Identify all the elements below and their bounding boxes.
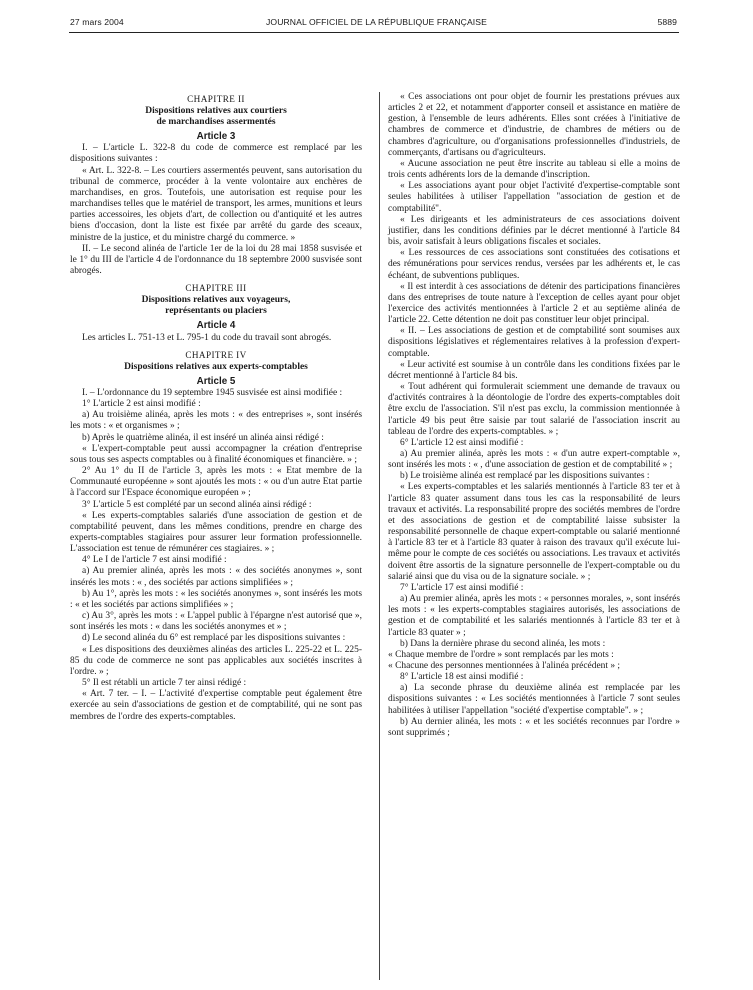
paragraph: « Aucune association ne peut être inscrite au tableau si elle a moins de trois cents adhérents lors de la demande d'inscription.: [388, 158, 680, 181]
paragraph: c) Au 3°, après les mots : « L'appel public à l'épargne n'est autorisé que », sont insérés les mots : « dans les sociétés anonymes et » ;: [70, 611, 362, 633]
paragraph: 1° L'article 2 est ainsi modifié :: [82, 399, 201, 410]
paragraph: 2° Au 1° du II de l'article 3, après les mots : « Etat membre de la Communauté européenne » sont ajoutés les mots : « ou d'un autre Etat partie à l'accord sur l'Espace économique européen » ;: [70, 466, 362, 499]
paragraph: I. – L'ordonnance du 19 septembre 1945 susvisée est ainsi modifiée :: [82, 387, 343, 398]
right-column: [388, 92, 680, 739]
paragraph: « Les experts-comptables salariés d'une association de gestion et de comptabilité peuvent, dans les mêmes conditions, prendre en charge des experts-comptables stagiaires pour assurer leur formation professionnelle. L'association est tenue de rémunérer ces stagiaires. » ;: [70, 510, 362, 555]
paragraph: b) Au 1°, après les mots : « les sociétés anonymes », sont insérés les mots : « et les sociétés par actions simplifiées » ;: [70, 588, 362, 610]
paragraph: I. – L'article L. 322-8 du code de commerce est remplacé par les dispositions suivantes :: [70, 143, 362, 165]
paragraph: 5° Il est rétabli un article 7 ter ainsi rédigé :: [82, 678, 247, 689]
paragraph: b) Dans la dernière phrase du second alinéa, les mots :: [400, 638, 606, 649]
paragraph: Les articles L. 751-13 et L. 795-1 du code du travail sont abrogés.: [82, 332, 332, 343]
paragraph: « Chacune des personnes mentionnées à l'alinéa précédent » ;: [388, 660, 621, 671]
paragraph: a) Au premier alinéa, après les mots : « des sociétés anonymes », sont insérés les mots : « , des sociétés par actions simplifiées » ;: [70, 566, 362, 588]
paragraph: « Ces associations ont pour objet de fournir les prestations prévues aux articles 2 et 22, et notamment d'apporter conseil et assistance en matière de gestion, à l'ensemble de leurs adhérents. Elles sont créées à l'initiative de chambres de commerce et d'industrie, de chambres de métiers ou de chambres d'agriculture, ou d'organisations professionnelles d'industriels, de commerçants, d'artisans ou d'agriculteurs.: [388, 92, 680, 158]
header-page-number: 5889: [657, 17, 677, 27]
paragraph: « Les dispositions des deuxièmes alinéas des articles L. 225-22 et L. 225-85 du code de commerce ne sont pas applicables aux sociétés inscrites à l'ordre. » ;: [70, 644, 362, 677]
article-heading: Article 5: [196, 375, 236, 387]
paragraph: « Tout adhérent qui formulerait sciemment une demande de travaux ou d'activités contraires à la déontologie de l'ordre des experts-comptables doit être exclu de l'association. S'il n'est pas exclu, la commission mentionnée à l'article 49 bis peut être saisie par tout salarié de l'association inscrit au tableau de l'ordre des experts-comptables. » ;: [388, 382, 680, 437]
paragraph: b) Le troisième alinéa est remplacé par les dispositions suivantes :: [400, 471, 650, 482]
left-column: [70, 94, 362, 723]
paragraph: 4° Le I de l'article 7 est ainsi modifié :: [82, 555, 227, 566]
paragraph: « Leur activité est soumise à un contrôle dans les conditions fixées par le décret mentionné à l'article 84 bis.: [388, 359, 680, 381]
paragraph: d) Le second alinéa du 6° est remplacé par les dispositions suivantes :: [82, 633, 346, 644]
article-heading: Article 3: [196, 131, 236, 143]
column-separator: [379, 92, 380, 980]
paragraph: « L'expert-comptable peut aussi accompagner la création d'entreprise sous tous ses aspects comptables ou à finalité économiques et financière. » ;: [70, 443, 362, 465]
paragraph: « Les dirigeants et les administrateurs de ces associations doivent justifier, dans les conditions définies par le décret mentionné à l'article 84 bis, avoir satisfait à leurs obligations fiscales et sociales.: [388, 214, 680, 248]
paragraph: a) Au troisième alinéa, après les mots : « des entreprises », sont insérés les mots : « et organismes » ;: [70, 410, 362, 432]
chapter-title: de marchandises assermentés: [156, 117, 276, 128]
article-heading: Article 4: [196, 320, 236, 332]
chapter-title: représentants ou placiers: [165, 306, 267, 317]
chapter-title: Dispositions relatives aux voyageurs,: [141, 295, 291, 306]
paragraph: a) Au premier alinéa, après les mots : « d'un autre expert-comptable », sont insérés les mots : « , d'une association de gestion et de comptabilité » ;: [388, 449, 680, 471]
paragraph: « Art. 7 ter. – I. – L'activité d'expertise comptable peut également être exercée au sein d'associations de gestion et de comptabilité, qui ne sont pas membres de l'ordre des experts-comptables.: [70, 689, 362, 722]
paragraph: 6° L'article 12 est ainsi modifié :: [400, 437, 524, 448]
paragraph: 8° L'article 18 est ainsi modifié :: [400, 672, 524, 683]
paragraph: « Chaque membre de l'ordre » sont remplacés par les mots :: [388, 649, 614, 660]
paragraph: « Les experts-comptables et les salariés mentionnés à l'article 83 ter et à l'article 83 quater assument dans tous les cas la responsabilité de leurs travaux et activités. La responsabilité propre des sociétés membres de l'ordre et des associations de gestion et de comptabilité laisse subsister la responsabilité personnelle de chaque expert-comptable ou salarié mentionné à l'article 83 ter et à l'article 83 quater à raison des travaux qu'il exécute lui-même pour le compte de ces sociétés ou associations. Les travaux et activités doivent être assortis de la signature personnelle de l'expert-comptable ou du salarié ainsi que du visa ou de la signature sociale. » ;: [388, 482, 680, 582]
chapter-heading: CHAPITRE II: [187, 94, 245, 104]
chapter-heading: CHAPITRE III: [185, 283, 247, 294]
paragraph: « Il est interdit à ces associations de détenir des participations financières dans des entreprises de toute nature à l'exception de celles ayant pour objet l'exercice des activités mentionnées à l'article 2 et au septième alinéa de l'article 22. Cette détention ne doit pas constituer leur objet principal.: [388, 281, 680, 326]
header-rule: [69, 32, 679, 33]
paragraph: b) Après le quatrième alinéa, il est inséré un alinéa ainsi rédigé :: [82, 432, 324, 443]
paragraph: 7° L'article 17 est ainsi modifié :: [400, 582, 524, 593]
paragraph: a) Au premier alinéa, après les mots : « personnes morales, », sont insérés les mots : « les experts-comptables stagiaires autorisés, les associations de gestion et de comptabilité et les salariés mentionnés à l'article 83 ter et à l'article 83 quater » ;: [388, 594, 680, 638]
paragraph: « Les associations ayant pour objet l'activité d'expertise-comptable sont seules habilitées à utiliser l'appellation "association de gestion et de comptabilité".: [388, 181, 680, 214]
paragraph: b) Au dernier alinéa, les mots : « et les sociétés reconnues par l'ordre » sont supprimés ;: [388, 716, 680, 738]
paragraph: « Les ressources de ces associations sont constituées des cotisations et des rémunérations pour services rendus, versées par les adhérents et, le cas échéant, de subventions publiques.: [388, 248, 680, 281]
chapter-heading: CHAPITRE IV: [185, 349, 247, 360]
paragraph: 3° L'article 5 est complété par un second alinéa ainsi rédigé :: [82, 499, 312, 510]
header-journal-title: JOURNAL OFFICIEL DE LA RÉPUBLIQUE FRANÇAISE: [266, 17, 487, 27]
paragraph: « Art. L. 322-8. – Les courtiers assermentés peuvent, sans autorisation du tribunal de commerce, procéder à la vente volontaire aux enchères de marchandises, en gros. Toutefois, une autorisation est requise pour les marchandises telles que le matériel de transport, les armes, munitions et leurs parties accessoires, les objets d'art, de collection ou d'antiquité et les autres biens d'occasion, dont la liste est fixée par arrêté du garde des sceaux, ministre de la justice, et du ministre chargé du commerce. »: [70, 165, 362, 243]
running-header: [0, 17, 753, 33]
chapter-title: Dispositions relatives aux courtiers: [145, 106, 287, 117]
paragraph: « II. – Les associations de gestion et de comptabilité sont soumises aux dispositions législatives et réglementaires relatives à la profession d'expert-comptable.: [388, 326, 680, 359]
paragraph: II. – Le second alinéa de l'article 1er de la loi du 28 mai 1858 susvisée et le 1° du III de l'article 4 de l'ordonnance du 18 septembre 2000 susvisée sont abrogés.: [70, 243, 362, 277]
chapter-title: Dispositions relatives aux experts-comptables: [124, 361, 308, 372]
header-date: 27 mars 2004: [70, 17, 124, 27]
paragraph: a) La seconde phrase du deuxième alinéa est remplacée par les dispositions suivantes : « Les sociétés mentionnées à l'article 7 sont seules habilitées à utiliser l'appellation "société d'expertise comptable". » ;: [388, 683, 680, 716]
